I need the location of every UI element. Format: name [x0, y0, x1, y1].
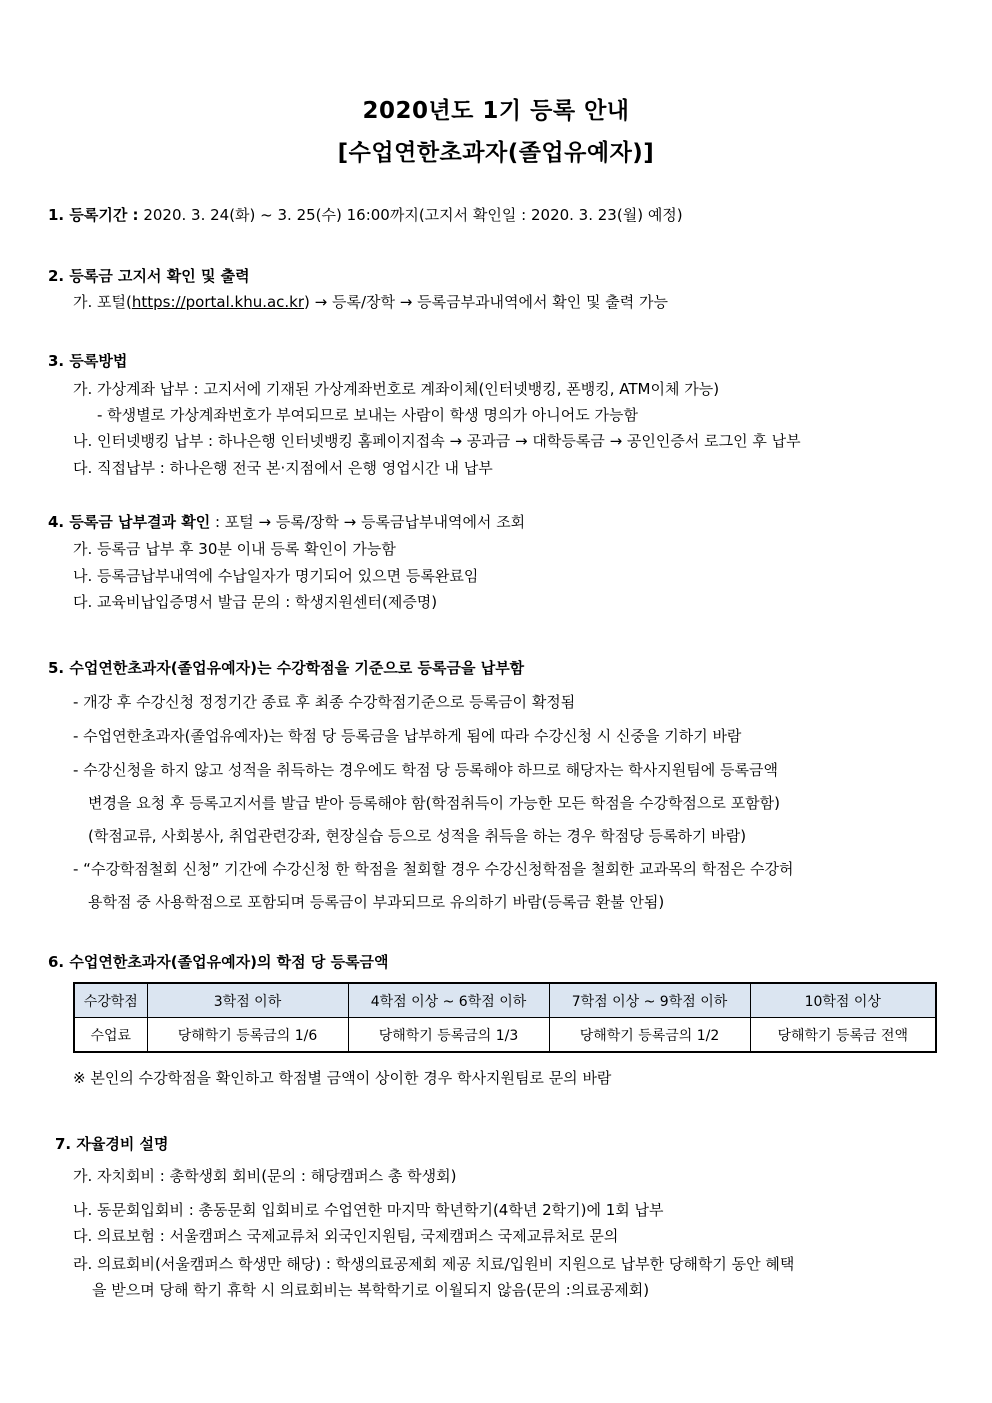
fee-table-cell: 당해학기 등록금 전액: [750, 1018, 936, 1053]
section-7-item-d-cont: 을 받으며 당해 학기 휴학 시 의료회비는 복학학기로 이월되지 않음(문의 :의료공제회): [92, 1281, 650, 1299]
section-4-item-b: 나. 등록금납부내역에 수납일자가 명기되어 있으면 등록완료임: [73, 567, 479, 585]
fee-table-header-cell: 4학점 이상 ~ 6학점 이하: [348, 983, 549, 1018]
section-7-item-b: 나. 동문회입회비 : 총동문회 입회비로 수업연한 마지막 학년학기(4학년 2학기)에 1회 납부: [73, 1201, 664, 1219]
fee-table-row: [74, 1018, 936, 1053]
document-title: 2020년도 1기 등록 안내: [362, 98, 630, 124]
fee-table-cell: 당해학기 등록금의 1/6: [147, 1018, 348, 1053]
section-3-heading: 3. 등록방법: [48, 352, 128, 370]
section-6-heading: 6. 수업연한초과자(졸업유예자)의 학점 당 등록금액: [48, 953, 389, 971]
section-5-line-3c: (학점교류, 사회봉사, 취업관련강좌, 현장실습 등으로 성적을 취득을 하는 경우 학점당 등록하기 바람): [88, 827, 747, 845]
section-4-heading-line: [48, 511, 525, 533]
section-5-heading: 5. 수업연한초과자(졸업유예자)는 수강학점을 기준으로 등록금을 납부함: [48, 659, 525, 677]
fee-table-cell: 당해학기 등록금의 1/2: [549, 1018, 750, 1053]
fee-table-header-row: [74, 983, 936, 1018]
section-4-item-a: 가. 등록금 납부 후 30분 이내 등록 확인이 가능함: [73, 540, 396, 558]
fee-table: [73, 982, 937, 1053]
fee-table-header-cell: 3학점 이하: [147, 983, 348, 1018]
section-2-item-a: [73, 291, 668, 313]
fee-table-cell: 수업료: [74, 1018, 147, 1053]
portal-suffix: ) → 등록/장학 → 등록금부과내역에서 확인 및 출력 가능: [304, 293, 669, 311]
document-subtitle: [수업연한초과자(졸업유예자)]: [337, 140, 655, 166]
section-1-text: 2020. 3. 24(화) ~ 3. 25(수) 16:00까지(고지서 확인일 : 2020. 3. 23(월) 예정): [138, 206, 683, 224]
section-7-item-a: 가. 자치회비 : 총학생회 회비(문의 : 해당캠퍼스 총 학생회): [73, 1167, 457, 1185]
fee-table-header-cell: 7학점 이상 ~ 9학점 이하: [549, 983, 750, 1018]
fee-table-cell: 당해학기 등록금의 1/3: [348, 1018, 549, 1053]
fee-table-header-cell: 10학점 이상: [750, 983, 936, 1018]
section-3-item-a: 가. 가상계좌 납부 : 고지서에 기재된 가상계좌번호로 계좌이체(인터넷뱅킹, 폰뱅킹, ATM이체 가능): [73, 380, 720, 398]
section-5-line-3: - 수강신청을 하지 않고 성적을 취득하는 경우에도 학점 당 등록해야 하므로 해당자는 학사지원팀에 등록금액: [73, 761, 778, 779]
section-7-item-d: 라. 의료회비(서울캠퍼스 학생만 해당) : 학생의료공제회 제공 치료/입원비 지원으로 납부한 당해학기 동안 혜택: [73, 1255, 795, 1273]
section-5-line-4b: 용학점 중 사용학점으로 포함되며 등록금이 부과되므로 유의하기 바람(등록금 환불 안됨): [88, 893, 665, 911]
portal-link[interactable]: https://portal.khu.ac.kr: [131, 293, 305, 311]
section-3-item-a-sub: - 학생별로 가상계좌번호가 부여되므로 보내는 사람이 학생 명의가 아니어도 가능함: [97, 406, 638, 424]
section-6-note: ※ 본인의 수강학점을 확인하고 학점별 금액이 상이한 경우 학사지원팀로 문의 바람: [73, 1069, 612, 1087]
section-5-line-2: - 수업연한초과자(졸업유예자)는 학점 당 등록금을 납부하게 됨에 따라 수강신청 시 신중을 기하기 바람: [73, 727, 742, 745]
section-3-item-c: 다. 직접납부 : 하나은행 전국 본·지점에서 은행 영업시간 내 납부: [73, 459, 493, 477]
section-2-heading: 2. 등록금 고지서 확인 및 출력: [48, 267, 250, 285]
section-1-heading: 1. 등록기간 :: [48, 206, 139, 224]
fee-table-header-cell: 수강학점: [74, 983, 147, 1018]
section-3-item-b: 나. 인터넷뱅킹 납부 : 하나은행 인터넷뱅킹 홈페이지접속 → 공과금 → 대학등록금 → 공인인증서 로그인 후 납부: [73, 432, 801, 450]
section-4-item-c: 다. 교육비납입증명서 발급 문의 : 학생지원센터(제증명): [73, 593, 438, 611]
portal-prefix: 가. 포털(: [73, 293, 132, 311]
section-5-line-3b: 변경을 요청 후 등록고지서를 발급 받아 등록해야 함(학점취득이 가능한 모든 학점을 수강학점으로 포함함): [88, 794, 780, 812]
section-7-item-c: 다. 의료보험 : 서울캠퍼스 국제교류처 외국인지원팀, 국제캠퍼스 국제교류처로 문의: [73, 1227, 619, 1245]
section-5-line-1: - 개강 후 수강신청 정정기간 종료 후 최종 수강학점기준으로 등록금이 확정됨: [73, 693, 576, 711]
section-5-line-4: - “수강학점철회 신청” 기간에 수강신청 한 학점을 철회할 경우 수강신청학점을 철회한 교과목의 학점은 수강허: [73, 860, 794, 878]
section-4-heading: 4. 등록금 납부결과 확인: [48, 513, 211, 531]
section-1: [48, 204, 683, 226]
section-7-heading: 7. 자율경비 설명: [55, 1135, 169, 1153]
section-4-heading-rest: : 포털 → 등록/장학 → 등록금납부내역에서 조회: [210, 513, 526, 531]
